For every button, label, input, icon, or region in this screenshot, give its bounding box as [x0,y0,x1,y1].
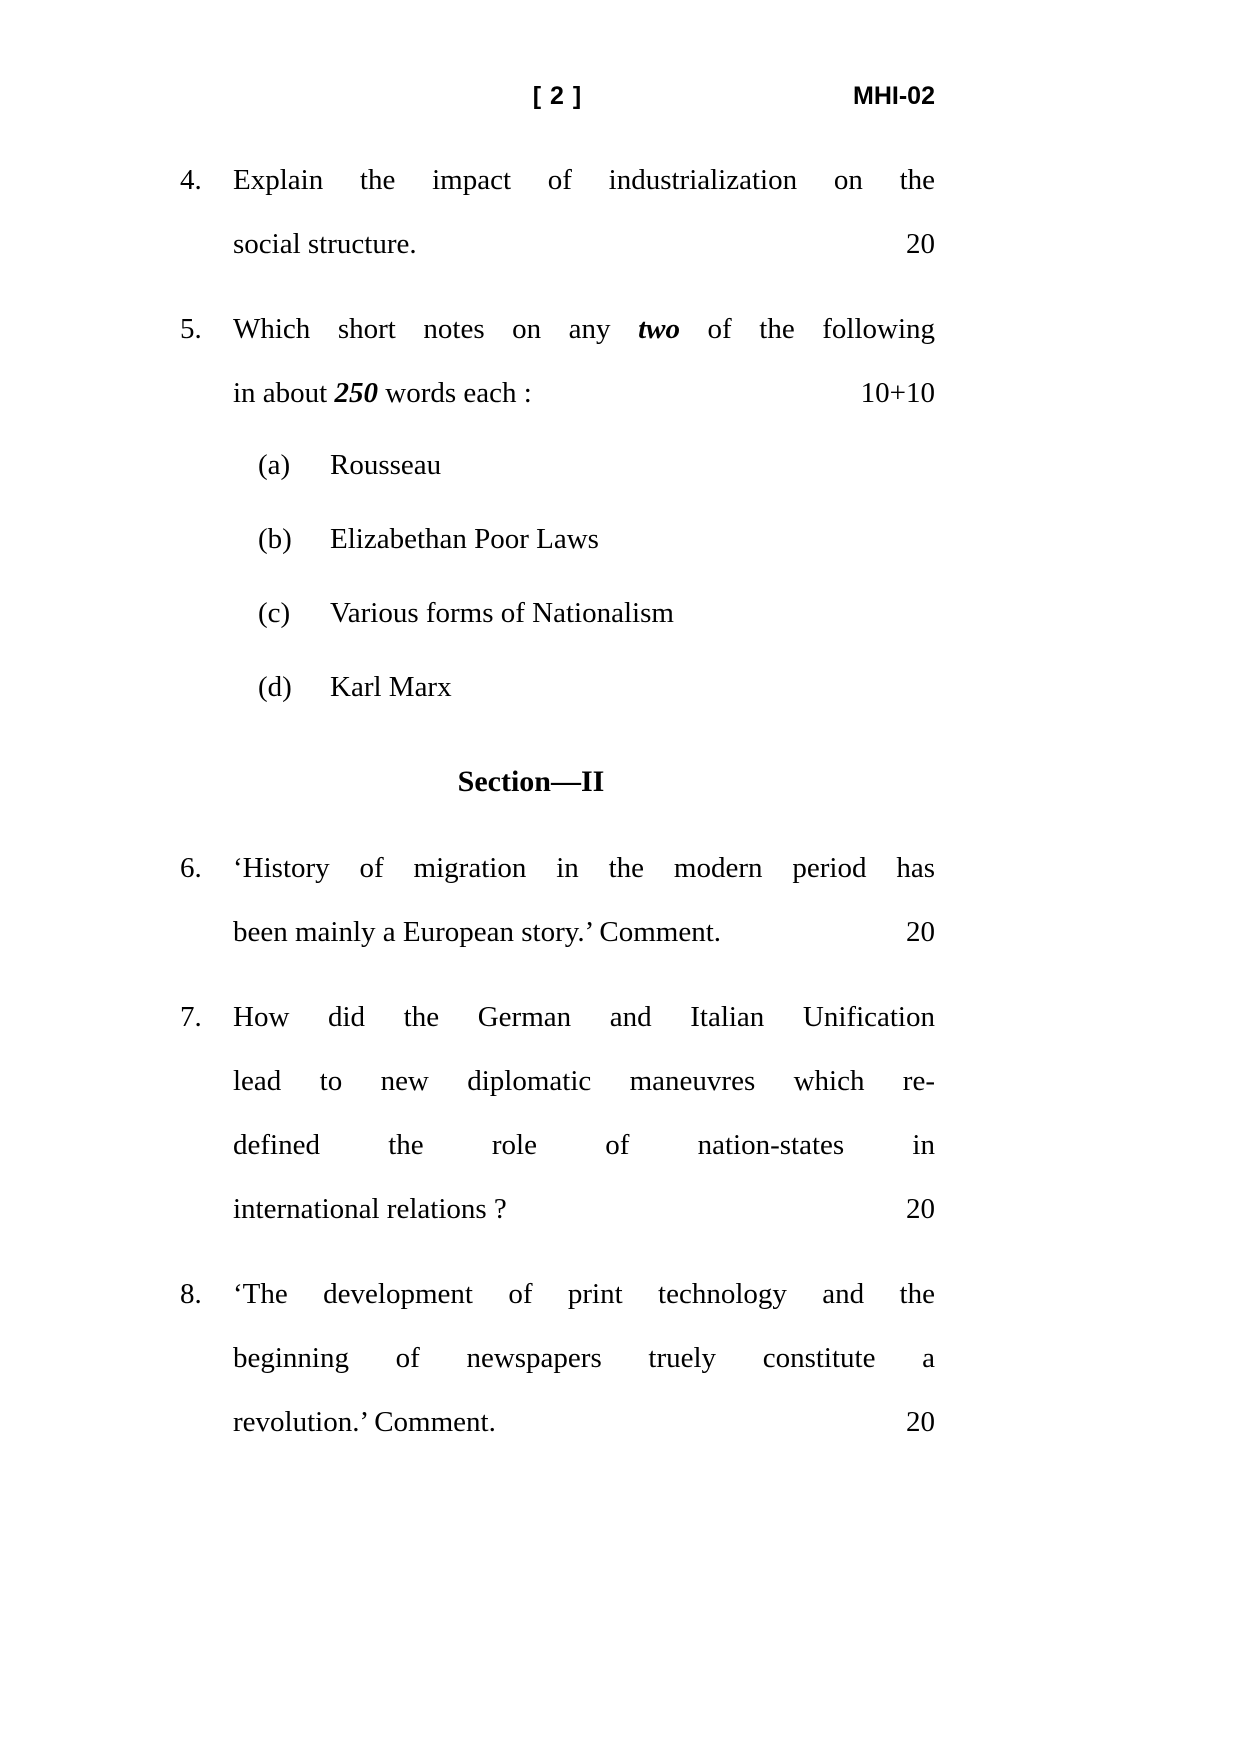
question-5-line-2-bold: 250 [334,377,378,409]
question-8 [180,1262,935,1454]
option-a-label: (a) [258,449,291,481]
question-5-line-1 [233,297,935,361]
question-7-line-1: How did the German and Italian Unification [233,1001,935,1033]
section-heading: Section—II [457,765,605,798]
question-5-number: 5. [180,313,202,345]
question-6-marks: 20 [906,916,935,948]
question-7-marks: 20 [906,1193,935,1225]
question-8-line-3-text: revolution.’ Comment. [233,1406,496,1438]
option-a-text: Rousseau [330,449,442,481]
question-8-line-2: beginning of newspapers truely constitute a [233,1342,935,1374]
option-c [258,581,935,645]
question-5-line-1-c: of the following [680,313,936,345]
question-6-body [233,836,935,964]
option-b [258,507,935,571]
question-5-body [233,297,935,729]
question-6-line-1: ‘History of migration in the modern period has [233,852,935,884]
question-5-options [233,433,935,719]
option-d [258,655,935,719]
option-b-label: (b) [258,523,292,555]
page-header [180,80,935,120]
question-6-number: 6. [180,852,202,884]
question-7-number: 7. [180,1001,202,1033]
question-7-body [233,985,935,1241]
question-5-line-2-a: in about [233,377,335,409]
question-6-line-2 [233,900,935,964]
question-8-marks: 20 [906,1406,935,1438]
option-b-text: Elizabethan Poor Laws [330,523,599,555]
question-5-line-2-c: words each : [378,377,532,409]
question-6 [180,836,935,964]
question-7-line-4-text: international relations ? [233,1193,507,1225]
question-4-number: 4. [180,164,202,196]
question-8-line-1: ‘The development of print technology and the [233,1278,935,1310]
question-7-line-2: lead to new diplomatic maneuvres which re- [233,1065,935,1097]
page-number: [ 2 ] [532,82,583,110]
question-7-line-4 [233,1177,935,1241]
question-5-line-2 [233,361,935,425]
question-4-line-1: Explain the impact of industrialization on the [233,164,935,196]
question-4-marks: 20 [906,228,935,260]
question-5-line-1-a: Which short notes on any [233,313,639,345]
question-5-marks: 10+10 [860,377,935,409]
question-8-number: 8. [180,1278,202,1310]
question-4-line-2 [233,212,935,276]
question-7-line-3: defined the role of nation-states in [233,1129,935,1161]
question-4-line-2-text: social structure. [233,228,417,260]
question-8-line-3 [233,1390,935,1454]
option-c-text: Various forms of Nationalism [330,597,674,629]
question-6-line-2-text: been mainly a European story.’ Comment. [233,916,722,948]
option-d-label: (d) [258,671,292,703]
option-a [258,433,935,497]
question-8-body [233,1262,935,1454]
question-4 [180,148,935,276]
option-c-label: (c) [258,597,291,629]
question-4-body [233,148,935,276]
question-5 [180,297,935,729]
question-7 [180,985,935,1241]
paper-code: MHI-02 [853,82,935,110]
question-5-line-1-bold: two [638,313,681,345]
option-d-text: Karl Marx [330,671,452,703]
